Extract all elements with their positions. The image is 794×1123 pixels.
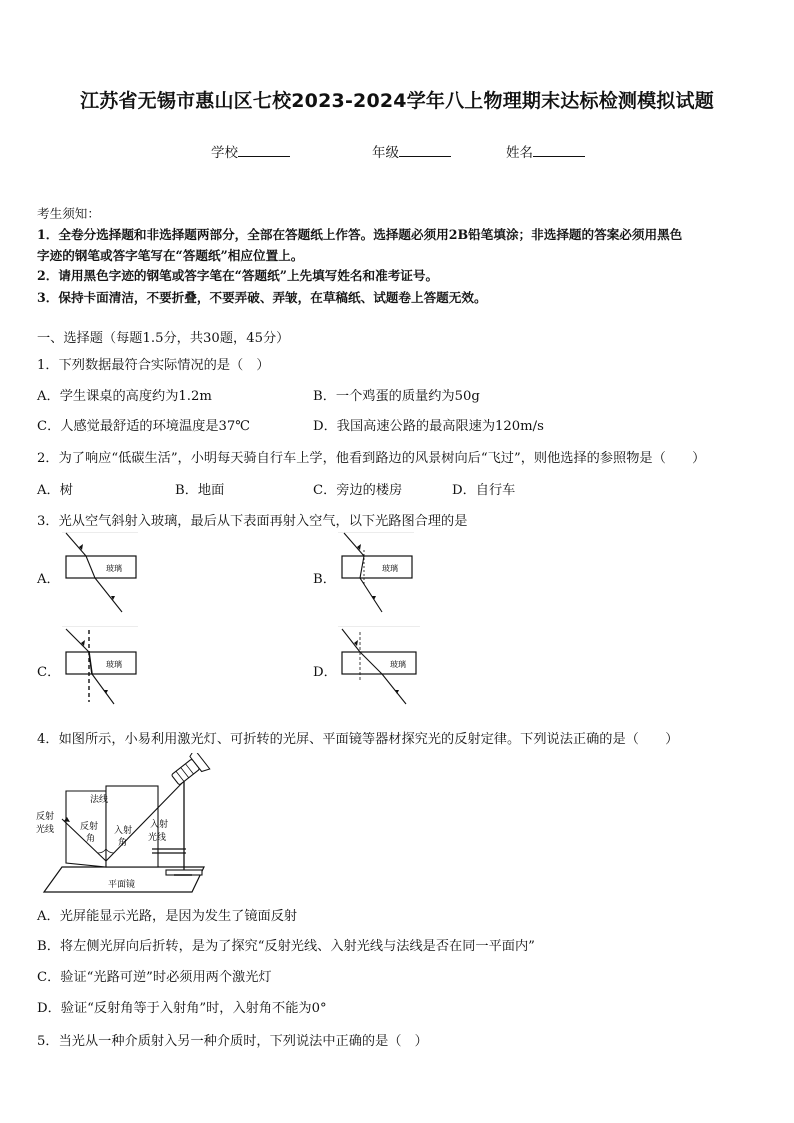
q3-figure-a — [62, 532, 138, 614]
q2-stem: 2．为了响应“低碳生活”，小明每天骑自行车上学，他看到路边的风景树向后“飞过”，则他选择的参照物是（ ） — [37, 451, 706, 466]
grade-label: 年级 — [372, 145, 399, 161]
q4-option-b: B．将左侧光屏向后折转，是为了探究“反射光线、入射光线与法线是否在同一平面内” — [37, 939, 535, 954]
name-blank — [533, 143, 585, 157]
school-field — [211, 141, 290, 161]
q3-glass-label-b: 玻璃 — [382, 564, 398, 573]
school-blank — [238, 143, 290, 157]
q3-option-c: C． — [37, 665, 61, 680]
q3-figure-d — [338, 626, 420, 708]
q4-reflection-apparatus-figure — [34, 753, 224, 896]
q2-option-a: A．树 — [37, 483, 73, 498]
q4-stem: 4．如图所示，小易利用激光灯、可折转的光屏、平面镜等器材探究光的反射定律。下列说法正确的是（ ） — [37, 732, 679, 747]
q1-option-b: B．一个鸡蛋的质量约为50g — [313, 389, 480, 404]
q3-option-b: B． — [313, 572, 336, 587]
section-heading: 一、选择题（每题1.5分，共30题，45分） — [37, 331, 290, 346]
q4-label-reflected-ray-2: 光线 — [36, 825, 55, 835]
q3-option-d: D． — [313, 665, 337, 680]
q4-label-incident-ray: 入射 — [150, 820, 169, 830]
q2-option-d: D．自行车 — [452, 483, 516, 498]
q4-label-incident-angle: 入射 — [114, 826, 133, 836]
notice-item-2: 2．请用黑色字迹的钢笔或答字笔在“答题纸”上先填写姓名和准考证号。 — [37, 268, 439, 283]
q4-label-reflect-angle-2: 角 — [86, 834, 96, 844]
q4-option-d: D．验证“反射角等于入射角”时，入射角不能为0° — [37, 1001, 327, 1016]
grade-field — [372, 141, 451, 161]
q2-option-c: C．旁边的楼房 — [313, 483, 403, 498]
q1-option-a: A．学生课桌的高度约为1.2m — [37, 389, 212, 404]
notice-item-3: 3．保持卡面清洁，不要折叠，不要弄破、弄皱，在草稿纸、试题卷上答题无效。 — [37, 290, 487, 305]
q5-stem: 5．当光从一种介质射入另一种介质时，下列说法中正确的是（ ） — [37, 1034, 428, 1049]
name-field — [506, 141, 585, 161]
q4-label-incident-ray-2: 光线 — [148, 833, 167, 843]
q3-figure-c — [62, 626, 138, 708]
notice-heading: 考生须知： — [37, 206, 100, 221]
q3-glass-label-c: 玻璃 — [106, 660, 122, 669]
q3-glass-label-a: 玻璃 — [106, 564, 122, 573]
q1-option-c: C．人感觉最舒适的环境温度是37℃ — [37, 419, 251, 434]
notice-item-1: 1．全卷分选择题和非选择题两部分，全部在答题纸上作答。选择题必须用2B铅笔填涂；非选择题的答案必须用黑色 — [37, 227, 683, 242]
q4-label-mirror: 平面镜 — [108, 880, 136, 890]
q4-option-c: C．验证“光路可逆”时必须用两个激光灯 — [37, 970, 272, 985]
q4-label-reflected-ray: 反射 — [36, 812, 55, 822]
q2-option-b: B．地面 — [175, 483, 225, 498]
q1-option-d: D．我国高速公路的最高限速为120m/s — [313, 419, 544, 434]
grade-blank — [399, 143, 451, 157]
school-label: 学校 — [211, 145, 238, 161]
notice-item-1-cont: 字迹的钢笔或答字笔写在“答题纸”相应位置上。 — [37, 248, 304, 263]
q4-option-a: A．光屏能显示光路，是因为发生了镜面反射 — [37, 909, 298, 924]
q3-glass-label-d: 玻璃 — [390, 660, 406, 669]
q4-label-reflect-angle: 反射 — [80, 822, 99, 832]
name-label: 姓名 — [506, 145, 533, 161]
q3-figure-b — [338, 532, 414, 614]
q4-label-normal: 法线 — [90, 795, 109, 805]
q1-stem: 1．下列数据最符合实际情况的是（ ） — [37, 358, 270, 373]
q4-label-incident-angle-2: 角 — [118, 838, 128, 848]
page-title: 江苏省无锡市惠山区七校2023-2024学年八上物理期末达标检测模拟试题 — [80, 90, 714, 112]
q3-option-a: A． — [37, 572, 60, 587]
q3-stem: 3．光从空气斜射入玻璃，最后从下表面再射入空气，以下光路图合理的是 — [37, 514, 468, 529]
